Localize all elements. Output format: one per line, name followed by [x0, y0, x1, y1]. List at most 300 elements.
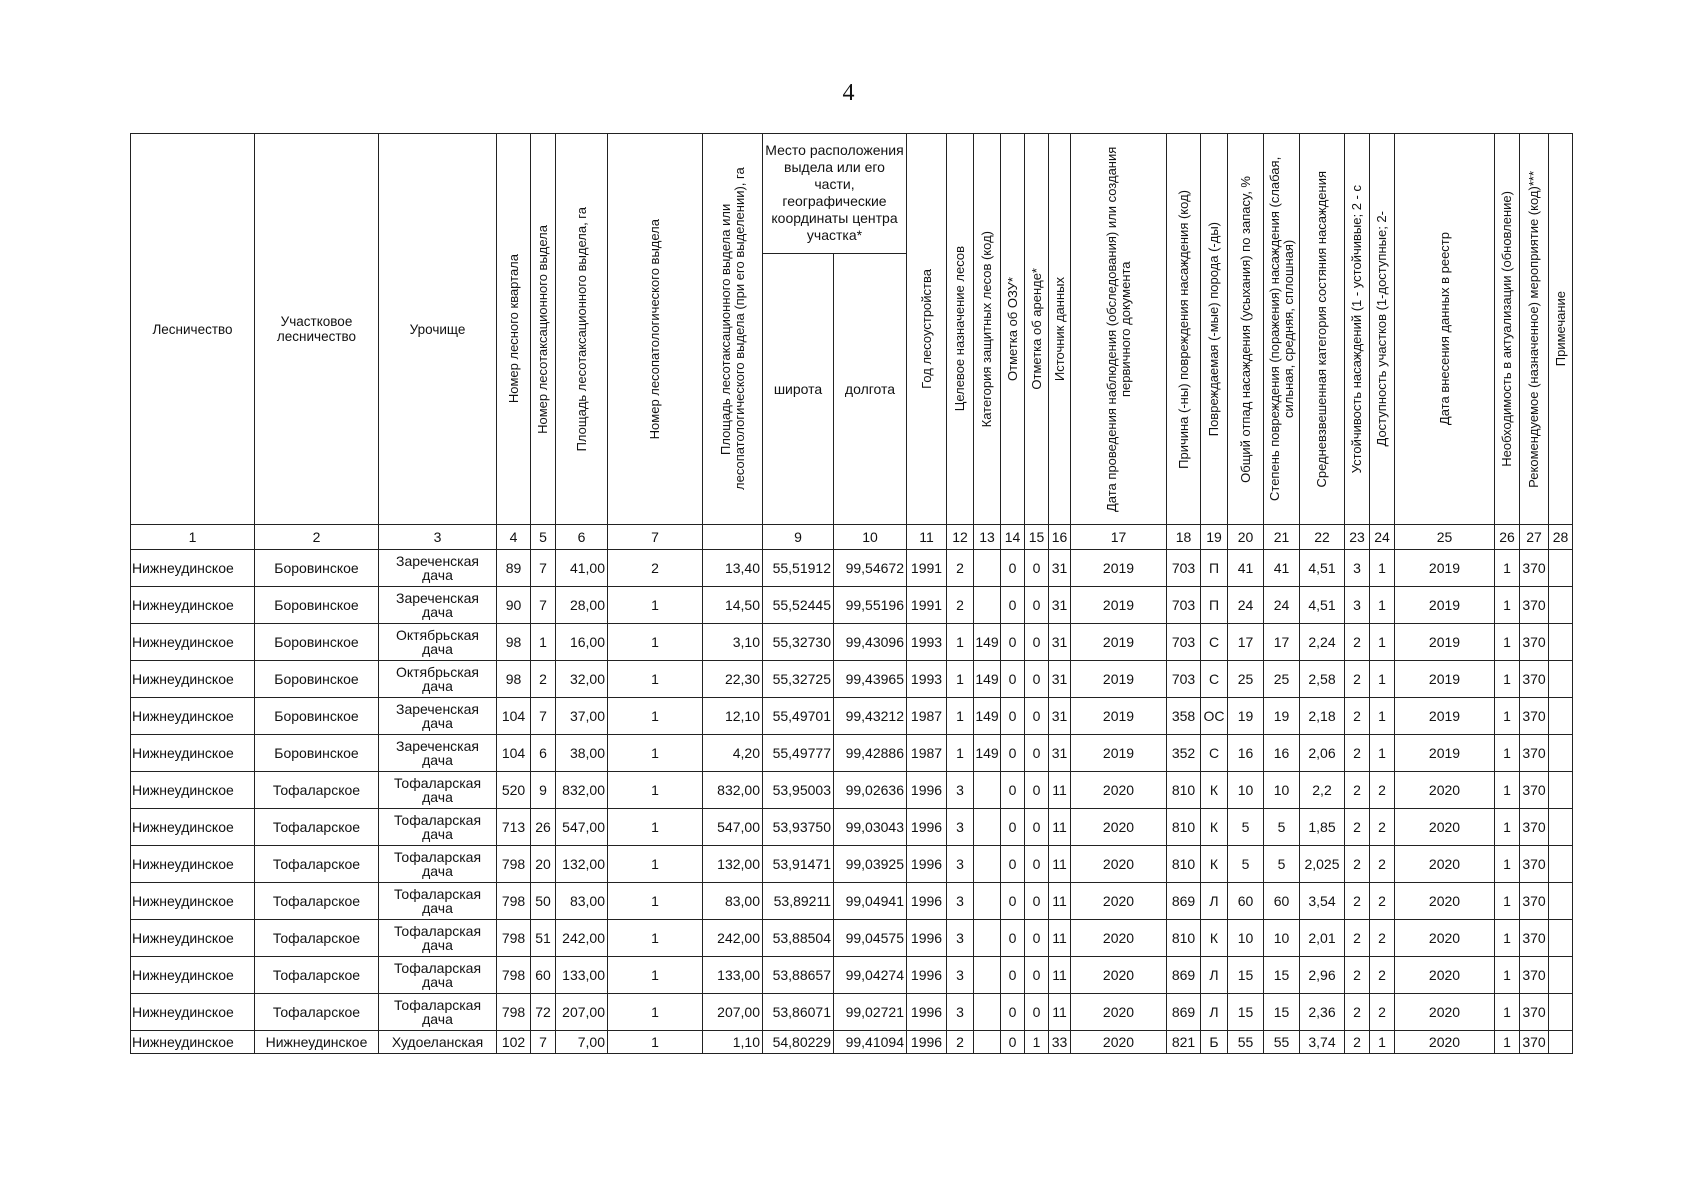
header-latitude: широта: [763, 253, 834, 524]
cell-quarter-number: 713: [497, 809, 531, 846]
cell-ozu-mark: 0: [1001, 550, 1025, 587]
cell-lease-mark: 0: [1025, 846, 1049, 883]
cell-allotment-number: 9: [531, 772, 556, 809]
cell-damage-cause: 810: [1167, 846, 1201, 883]
cell-latitude: 53,88504: [763, 920, 834, 957]
cell-damaged-species: Б: [1201, 1031, 1228, 1054]
cell-observation-date: 2019: [1071, 661, 1167, 698]
cell-pathology-allotment-number: 1: [608, 698, 703, 735]
column-number: 7: [608, 525, 703, 550]
cell-protective-category: 149: [974, 698, 1001, 735]
cell-accessibility: 1: [1370, 550, 1395, 587]
cell-tract: Тофаларская дача: [379, 809, 497, 846]
cell-pathology-allotment-number: 1: [608, 883, 703, 920]
cell-stability: 2: [1345, 1031, 1370, 1054]
cell-stability: 2: [1345, 735, 1370, 772]
cell-district-forestry: Боровинское: [255, 698, 379, 735]
cell-observation-date: 2019: [1071, 698, 1167, 735]
table-row: [131, 661, 1573, 698]
column-number: 13: [974, 525, 1001, 550]
cell-lease-mark: 0: [1025, 698, 1049, 735]
cell-data-source: 11: [1049, 920, 1071, 957]
header-total-dieback: Общий отпад насаждения (усыхания) по запасу, %: [1228, 134, 1264, 525]
cell-quarter-number: 798: [497, 846, 531, 883]
header-allotment-area: Площадь лесотаксационного выдела, га: [556, 134, 608, 525]
cell-latitude: 53,86071: [763, 994, 834, 1031]
header-update-need: Необходимость в актуализации (обновление): [1495, 134, 1520, 525]
cell-note: [1549, 846, 1573, 883]
cell-quarter-number: 104: [497, 735, 531, 772]
cell-longitude: 99,43965: [834, 661, 907, 698]
cell-recommended-measure: 370: [1520, 735, 1549, 772]
cell-forest-purpose: 1: [947, 735, 974, 772]
cell-update-need: 1: [1495, 587, 1520, 624]
column-number: 25: [1395, 525, 1495, 550]
cell-allotment-area: 16,00: [556, 624, 608, 661]
cell-lease-mark: 0: [1025, 883, 1049, 920]
cell-observation-date: 2020: [1071, 994, 1167, 1031]
cell-accessibility: 1: [1370, 661, 1395, 698]
cell-observation-date: 2020: [1071, 920, 1167, 957]
header-stability: Устойчивость насаждений (1 - устойчивые; 2 - с: [1345, 134, 1370, 525]
cell-district-forestry: Тофаларское: [255, 809, 379, 846]
header-protective-category: Категория защитных лесов (код): [974, 134, 1001, 525]
cell-damage-cause: 810: [1167, 772, 1201, 809]
table-row: [131, 1031, 1573, 1054]
table-row: [131, 994, 1573, 1031]
cell-total-dieback: 25: [1228, 661, 1264, 698]
cell-stability: 2: [1345, 846, 1370, 883]
cell-data-source: 31: [1049, 698, 1071, 735]
cell-allotment-number: 7: [531, 587, 556, 624]
cell-pathology-allotment-area: 3,10: [703, 624, 763, 661]
table-row: [131, 772, 1573, 809]
cell-quarter-number: 520: [497, 772, 531, 809]
cell-lease-mark: 1: [1025, 1031, 1049, 1054]
cell-data-source: 11: [1049, 809, 1071, 846]
cell-damaged-species: Л: [1201, 957, 1228, 994]
cell-latitude: 55,49701: [763, 698, 834, 735]
cell-allotment-area: 133,00: [556, 957, 608, 994]
cell-ozu-mark: 0: [1001, 661, 1025, 698]
cell-registry-date: 2020: [1395, 1031, 1495, 1054]
table-row: [131, 883, 1573, 920]
cell-tract: Тофаларская дача: [379, 957, 497, 994]
cell-registry-date: 2020: [1395, 883, 1495, 920]
cell-ozu-mark: 0: [1001, 698, 1025, 735]
cell-district-forestry: Тофаларское: [255, 994, 379, 1031]
column-number: 17: [1071, 525, 1167, 550]
cell-latitude: 54,80229: [763, 1031, 834, 1054]
cell-lease-mark: 0: [1025, 809, 1049, 846]
cell-accessibility: 2: [1370, 994, 1395, 1031]
cell-allotment-area: 7,00: [556, 1031, 608, 1054]
cell-pathology-allotment-number: 1: [608, 846, 703, 883]
cell-recommended-measure: 370: [1520, 994, 1549, 1031]
cell-update-need: 1: [1495, 994, 1520, 1031]
cell-district-forestry: Тофаларское: [255, 883, 379, 920]
cell-condition-category: 2,025: [1300, 846, 1345, 883]
cell-forest-purpose: 2: [947, 550, 974, 587]
cell-tract: Тофаларская дача: [379, 846, 497, 883]
cell-lease-mark: 0: [1025, 661, 1049, 698]
cell-forest-purpose: 1: [947, 661, 974, 698]
cell-damage-cause: 358: [1167, 698, 1201, 735]
cell-condition-category: 3,74: [1300, 1031, 1345, 1054]
cell-forestry: Нижнеудинское: [131, 809, 255, 846]
cell-stability: 3: [1345, 587, 1370, 624]
cell-note: [1549, 661, 1573, 698]
cell-allotment-number: 50: [531, 883, 556, 920]
column-number: 26: [1495, 525, 1520, 550]
cell-note: [1549, 587, 1573, 624]
cell-pathology-allotment-number: 1: [608, 587, 703, 624]
cell-condition-category: 2,96: [1300, 957, 1345, 994]
cell-lease-mark: 0: [1025, 957, 1049, 994]
cell-observation-date: 2020: [1071, 809, 1167, 846]
cell-registry-date: 2020: [1395, 920, 1495, 957]
column-number: 24: [1370, 525, 1395, 550]
cell-tract: Октябрьская дача: [379, 661, 497, 698]
cell-stability: 2: [1345, 624, 1370, 661]
cell-pathology-allotment-number: 2: [608, 550, 703, 587]
cell-pathology-allotment-number: 1: [608, 809, 703, 846]
column-number: 20: [1228, 525, 1264, 550]
cell-accessibility: 2: [1370, 809, 1395, 846]
cell-note: [1549, 735, 1573, 772]
cell-pathology-allotment-number: 1: [608, 661, 703, 698]
cell-total-dieback: 10: [1228, 920, 1264, 957]
cell-protective-category: [974, 920, 1001, 957]
cell-allotment-number: 20: [531, 846, 556, 883]
cell-tract: Тофаларская дача: [379, 772, 497, 809]
cell-damaged-species: С: [1201, 624, 1228, 661]
cell-allotment-number: 7: [531, 1031, 556, 1054]
cell-accessibility: 1: [1370, 735, 1395, 772]
cell-allotment-number: 7: [531, 698, 556, 735]
cell-damage-cause: 869: [1167, 957, 1201, 994]
cell-latitude: 53,93750: [763, 809, 834, 846]
cell-recommended-measure: 370: [1520, 957, 1549, 994]
cell-registry-date: 2020: [1395, 772, 1495, 809]
cell-damaged-species: К: [1201, 772, 1228, 809]
cell-total-dieback: 15: [1228, 994, 1264, 1031]
cell-lease-mark: 0: [1025, 735, 1049, 772]
cell-damage-cause: 869: [1167, 883, 1201, 920]
cell-data-source: 11: [1049, 994, 1071, 1031]
cell-pathology-allotment-area: 4,20: [703, 735, 763, 772]
cell-forestry: Нижнеудинское: [131, 846, 255, 883]
cell-inventory-year: 1991: [907, 550, 947, 587]
cell-forest-purpose: 1: [947, 624, 974, 661]
cell-damage-cause: 703: [1167, 661, 1201, 698]
column-number: 16: [1049, 525, 1071, 550]
header-observation-date: Дата проведения наблюдения (обследования) или создания первичного документа: [1071, 134, 1167, 525]
column-number-row: [131, 525, 1573, 550]
header-pathology-allotment-number: Номер лесопатологического выдела: [608, 134, 703, 525]
cell-protective-category: [974, 846, 1001, 883]
cell-longitude: 99,04575: [834, 920, 907, 957]
cell-latitude: 55,32730: [763, 624, 834, 661]
cell-inventory-year: 1996: [907, 883, 947, 920]
table-row: [131, 587, 1573, 624]
cell-lease-mark: 0: [1025, 587, 1049, 624]
cell-allotment-number: 72: [531, 994, 556, 1031]
cell-damage-degree: 5: [1264, 809, 1300, 846]
cell-note: [1549, 957, 1573, 994]
header-note: Примечание: [1549, 134, 1573, 525]
table-row: [131, 809, 1573, 846]
cell-recommended-measure: 370: [1520, 624, 1549, 661]
cell-damage-degree: 17: [1264, 624, 1300, 661]
cell-protective-category: 149: [974, 624, 1001, 661]
cell-ozu-mark: 0: [1001, 920, 1025, 957]
cell-pathology-allotment-area: 132,00: [703, 846, 763, 883]
cell-update-need: 1: [1495, 624, 1520, 661]
cell-condition-category: 1,85: [1300, 809, 1345, 846]
cell-update-need: 1: [1495, 846, 1520, 883]
cell-protective-category: [974, 994, 1001, 1031]
header-allotment-number: Номер лесотаксационного выдела: [531, 134, 556, 525]
column-number: 12: [947, 525, 974, 550]
column-number: 10: [834, 525, 907, 550]
cell-recommended-measure: 370: [1520, 698, 1549, 735]
cell-recommended-measure: 370: [1520, 550, 1549, 587]
cell-forestry: Нижнеудинское: [131, 587, 255, 624]
cell-forest-purpose: 3: [947, 772, 974, 809]
cell-damage-degree: 15: [1264, 994, 1300, 1031]
cell-forestry: Нижнеудинское: [131, 994, 255, 1031]
cell-damage-cause: 821: [1167, 1031, 1201, 1054]
cell-note: [1549, 1031, 1573, 1054]
header-forest-purpose: Целевое назначение лесов: [947, 134, 974, 525]
cell-accessibility: 2: [1370, 846, 1395, 883]
cell-update-need: 1: [1495, 920, 1520, 957]
cell-forest-purpose: 2: [947, 587, 974, 624]
cell-update-need: 1: [1495, 772, 1520, 809]
cell-accessibility: 1: [1370, 698, 1395, 735]
cell-damaged-species: П: [1201, 550, 1228, 587]
cell-total-dieback: 16: [1228, 735, 1264, 772]
cell-quarter-number: 798: [497, 883, 531, 920]
cell-damage-degree: 25: [1264, 661, 1300, 698]
cell-registry-date: 2020: [1395, 846, 1495, 883]
cell-pathology-allotment-area: 1,10: [703, 1031, 763, 1054]
cell-district-forestry: Тофаларское: [255, 957, 379, 994]
table-row: [131, 957, 1573, 994]
cell-stability: 2: [1345, 883, 1370, 920]
cell-forestry: Нижнеудинское: [131, 772, 255, 809]
cell-ozu-mark: 0: [1001, 735, 1025, 772]
header-lease-mark: Отметка об аренде*: [1025, 134, 1049, 525]
cell-data-source: 31: [1049, 624, 1071, 661]
cell-recommended-measure: 370: [1520, 1031, 1549, 1054]
cell-allotment-number: 7: [531, 550, 556, 587]
cell-registry-date: 2019: [1395, 624, 1495, 661]
cell-accessibility: 2: [1370, 772, 1395, 809]
cell-forest-purpose: 1: [947, 698, 974, 735]
cell-inventory-year: 1993: [907, 624, 947, 661]
column-number: 6: [556, 525, 608, 550]
cell-longitude: 99,43212: [834, 698, 907, 735]
cell-district-forestry: Боровинское: [255, 587, 379, 624]
cell-protective-category: 149: [974, 735, 1001, 772]
cell-total-dieback: 17: [1228, 624, 1264, 661]
cell-district-forestry: Нижнеудинское: [255, 1031, 379, 1054]
column-number: 19: [1201, 525, 1228, 550]
column-number: 28: [1549, 525, 1573, 550]
cell-longitude: 99,02721: [834, 994, 907, 1031]
column-number: 4: [497, 525, 531, 550]
cell-quarter-number: 102: [497, 1031, 531, 1054]
cell-tract: Тофаларская дача: [379, 920, 497, 957]
cell-latitude: 55,51912: [763, 550, 834, 587]
cell-data-source: 11: [1049, 883, 1071, 920]
cell-protective-category: [974, 1031, 1001, 1054]
column-number: 22: [1300, 525, 1345, 550]
cell-data-source: 33: [1049, 1031, 1071, 1054]
cell-recommended-measure: 370: [1520, 772, 1549, 809]
cell-longitude: 99,02636: [834, 772, 907, 809]
cell-ozu-mark: 0: [1001, 883, 1025, 920]
cell-forestry: Нижнеудинское: [131, 883, 255, 920]
cell-inventory-year: 1991: [907, 587, 947, 624]
cell-damage-degree: 16: [1264, 735, 1300, 772]
cell-ozu-mark: 0: [1001, 624, 1025, 661]
cell-district-forestry: Боровинское: [255, 735, 379, 772]
cell-allotment-area: 207,00: [556, 994, 608, 1031]
cell-recommended-measure: 370: [1520, 883, 1549, 920]
cell-damaged-species: С: [1201, 735, 1228, 772]
cell-forestry: Нижнеудинское: [131, 1031, 255, 1054]
cell-quarter-number: 98: [497, 661, 531, 698]
column-number: [703, 525, 763, 550]
cell-observation-date: 2019: [1071, 587, 1167, 624]
cell-update-need: 1: [1495, 550, 1520, 587]
cell-tract: Октябрьская дача: [379, 624, 497, 661]
column-number: 18: [1167, 525, 1201, 550]
cell-allotment-number: 2: [531, 661, 556, 698]
cell-longitude: 99,42886: [834, 735, 907, 772]
cell-longitude: 99,04941: [834, 883, 907, 920]
header-location: Место расположения выдела или его части, географические координаты центра участка*: [763, 134, 907, 254]
cell-total-dieback: 5: [1228, 809, 1264, 846]
cell-observation-date: 2020: [1071, 957, 1167, 994]
header-quarter-number: Номер лесного квартала: [497, 134, 531, 525]
header-pathology-allotment-area: Площадь лесотаксационного выдела или лесопатологического выдела (при его выделении), га: [703, 134, 763, 525]
cell-update-need: 1: [1495, 661, 1520, 698]
header-tract: Урочище: [379, 134, 497, 525]
cell-inventory-year: 1996: [907, 994, 947, 1031]
cell-stability: 3: [1345, 550, 1370, 587]
cell-allotment-area: 32,00: [556, 661, 608, 698]
cell-longitude: 99,03925: [834, 846, 907, 883]
cell-condition-category: 3,54: [1300, 883, 1345, 920]
cell-total-dieback: 5: [1228, 846, 1264, 883]
cell-data-source: 31: [1049, 550, 1071, 587]
cell-total-dieback: 10: [1228, 772, 1264, 809]
cell-pathology-allotment-number: 1: [608, 1031, 703, 1054]
cell-note: [1549, 994, 1573, 1031]
cell-ozu-mark: 0: [1001, 809, 1025, 846]
header-registry-date: Дата внесения данных в реестр: [1395, 134, 1495, 525]
cell-allotment-area: 547,00: [556, 809, 608, 846]
cell-stability: 2: [1345, 661, 1370, 698]
cell-district-forestry: Тофаларское: [255, 772, 379, 809]
table-row: [131, 735, 1573, 772]
cell-lease-mark: 0: [1025, 772, 1049, 809]
cell-quarter-number: 104: [497, 698, 531, 735]
cell-protective-category: 149: [974, 661, 1001, 698]
cell-damage-cause: 703: [1167, 624, 1201, 661]
cell-ozu-mark: 0: [1001, 957, 1025, 994]
cell-inventory-year: 1987: [907, 735, 947, 772]
cell-pathology-allotment-area: 13,40: [703, 550, 763, 587]
cell-stability: 2: [1345, 772, 1370, 809]
cell-longitude: 99,41094: [834, 1031, 907, 1054]
cell-condition-category: 2,18: [1300, 698, 1345, 735]
cell-total-dieback: 55: [1228, 1031, 1264, 1054]
cell-allotment-number: 51: [531, 920, 556, 957]
cell-latitude: 53,89211: [763, 883, 834, 920]
cell-pathology-allotment-number: 1: [608, 772, 703, 809]
table-row: [131, 920, 1573, 957]
cell-inventory-year: 1996: [907, 920, 947, 957]
cell-accessibility: 1: [1370, 624, 1395, 661]
cell-allotment-area: 28,00: [556, 587, 608, 624]
cell-pathology-allotment-area: 12,10: [703, 698, 763, 735]
column-number: 14: [1001, 525, 1025, 550]
cell-district-forestry: Тофаларское: [255, 846, 379, 883]
cell-damage-degree: 19: [1264, 698, 1300, 735]
cell-latitude: 53,91471: [763, 846, 834, 883]
cell-ozu-mark: 0: [1001, 994, 1025, 1031]
cell-condition-category: 2,24: [1300, 624, 1345, 661]
cell-data-source: 31: [1049, 735, 1071, 772]
cell-inventory-year: 1993: [907, 661, 947, 698]
cell-stability: 2: [1345, 920, 1370, 957]
cell-damaged-species: С: [1201, 661, 1228, 698]
cell-ozu-mark: 0: [1001, 1031, 1025, 1054]
header-forestry: Лесничество: [131, 134, 255, 525]
cell-lease-mark: 0: [1025, 624, 1049, 661]
cell-ozu-mark: 0: [1001, 846, 1025, 883]
header-damage-cause: Причина (-ны) повреждения насаждения (код): [1167, 134, 1201, 525]
cell-latitude: 53,88657: [763, 957, 834, 994]
cell-longitude: 99,03043: [834, 809, 907, 846]
cell-forestry: Нижнеудинское: [131, 698, 255, 735]
header-recommended-measure: Рекомендуемое (назначенное) мероприятие (код)***: [1520, 134, 1549, 525]
column-number: 15: [1025, 525, 1049, 550]
cell-ozu-mark: 0: [1001, 772, 1025, 809]
cell-quarter-number: 90: [497, 587, 531, 624]
cell-allotment-area: 37,00: [556, 698, 608, 735]
cell-forest-purpose: 3: [947, 883, 974, 920]
cell-update-need: 1: [1495, 698, 1520, 735]
cell-latitude: 53,95003: [763, 772, 834, 809]
cell-forest-purpose: 3: [947, 809, 974, 846]
cell-data-source: 11: [1049, 846, 1071, 883]
cell-condition-category: 2,58: [1300, 661, 1345, 698]
cell-condition-category: 4,51: [1300, 587, 1345, 624]
cell-damaged-species: Л: [1201, 994, 1228, 1031]
cell-inventory-year: 1987: [907, 698, 947, 735]
cell-damage-degree: 10: [1264, 920, 1300, 957]
cell-protective-category: [974, 883, 1001, 920]
cell-pathology-allotment-area: 547,00: [703, 809, 763, 846]
cell-note: [1549, 772, 1573, 809]
cell-quarter-number: 89: [497, 550, 531, 587]
